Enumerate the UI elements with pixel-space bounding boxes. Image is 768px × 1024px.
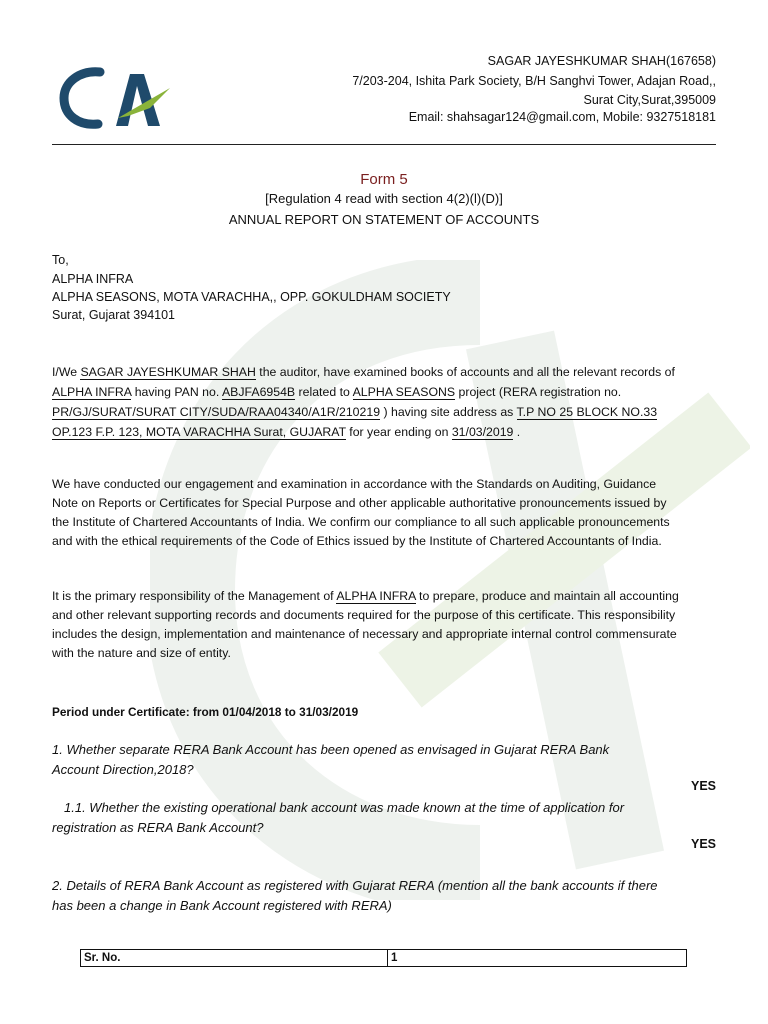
text: project (RERA registration no. <box>455 385 622 399</box>
header-divider <box>52 144 716 145</box>
promoter-name-field: ALPHA INFRA <box>52 385 132 399</box>
form-title: Form 5 <box>360 171 408 188</box>
auditor-address-line2: Surat City,Surat,395009 <box>583 93 716 107</box>
ca-logo <box>58 60 178 132</box>
site-address-field-2: OP.123 F.P. 123, MOTA VARACHHA Surat, GUJARAT <box>52 425 346 439</box>
recipient-to: To, <box>52 253 69 267</box>
certificate-period: Period under Certificate: from 01/04/2018 to 31/03/2019 <box>52 705 359 719</box>
text: I/We <box>52 365 81 379</box>
text: the auditor, have examined books of accounts and all the relevant records of <box>255 365 675 379</box>
text: for year ending on <box>345 425 452 439</box>
year-end-field: 31/03/2019 <box>451 425 514 439</box>
bank-account-table <box>80 949 687 967</box>
paragraph-line: Note on Reports or Certificates for Special Purpose and other applicable authoritative pronouncements issued by <box>52 496 667 510</box>
paragraph-line: and other relevant supporting records and documents required for the purpose of this certificate. This responsibility <box>52 608 676 622</box>
recipient-address: ALPHA SEASONS, MOTA VARACHHA,, OPP. GOKULDHAM SOCIETY <box>52 290 451 304</box>
question-1-1 <box>52 798 716 838</box>
text: having PAN no. <box>131 385 222 399</box>
responsibility-paragraph <box>52 587 716 663</box>
auditor-statement <box>52 362 716 442</box>
paragraph-line: We have conducted our engagement and examination in accordance with the Standards on Auditing, Guidance <box>52 477 657 491</box>
question-line: 2. Details of RERA Bank Account as registered with Gujarat RERA (mention all the bank accounts if there <box>52 878 658 893</box>
auditor-name: SAGAR JAYESHKUMAR SHAH(167658) <box>487 54 716 68</box>
auditor-address-line1: 7/203-204, Ishita Park Society, B/H Sanghvi Tower, Adajan Road,, <box>352 74 716 88</box>
recipient-name: ALPHA INFRA <box>52 272 134 286</box>
question-2 <box>52 876 716 916</box>
site-address-field-1: T.P NO 25 BLOCK NO.33 <box>516 405 658 419</box>
text: ) having site address as <box>380 405 517 419</box>
auditor-name-field: SAGAR JAYESHKUMAR SHAH <box>80 365 256 379</box>
promoter-name-field: ALPHA INFRA <box>336 589 416 603</box>
text: It is the primary responsibility of the Management of <box>52 589 337 603</box>
question-line: 1.1. Whether the existing operational bank account was made known at the time of application for <box>64 800 625 815</box>
auditor-contact: Email: shahsagar124@gmail.com, Mobile: 9327518181 <box>408 110 716 124</box>
paragraph-line: the Institute of Chartered Accountants of India. We confirm our compliance to all such applicable pronouncements <box>52 515 670 529</box>
sr-no-value: 1 <box>388 950 687 967</box>
text: . <box>513 425 521 439</box>
project-name-field: ALPHA SEASONS <box>352 385 456 399</box>
question-1 <box>52 740 716 780</box>
paragraph-line: includes the design, implementation and maintenance of necessary and appropriate internal control commensurate <box>52 627 677 641</box>
question-1-1-answer: YES <box>690 837 716 851</box>
regulation-reference: [Regulation 4 read with section 4(2)(l)(D)] <box>265 191 503 206</box>
table-row <box>81 950 687 967</box>
pan-field: ABJFA6954B <box>221 385 296 399</box>
recipient-city: Surat, Gujarat 394101 <box>52 308 175 322</box>
engagement-paragraph <box>52 475 716 551</box>
sr-no-label: Sr. No. <box>81 950 388 967</box>
question-line: 1. Whether separate RERA Bank Account has been opened as envisaged in Gujarat RERA Bank <box>52 742 610 757</box>
paragraph-line: and with the ethical requirements of the Code of Ethics issued by the Institute of Chartered Accountants of India. <box>52 534 662 548</box>
text: related to <box>295 385 353 399</box>
question-line: registration as RERA Bank Account? <box>52 820 264 835</box>
report-title: ANNUAL REPORT ON STATEMENT OF ACCOUNTS <box>228 212 540 227</box>
question-1-answer: YES <box>690 779 716 793</box>
rera-registration-field: PR/GJ/SURAT/SURAT CITY/SUDA/RAA04340/A1R/210219 <box>52 405 381 419</box>
question-line: has been a change in Bank Account registered with RERA) <box>52 898 392 913</box>
question-line: Account Direction,2018? <box>52 762 194 777</box>
paragraph-line: with the nature and size of entity. <box>52 646 231 660</box>
text: to prepare, produce and maintain all accounting <box>415 589 679 603</box>
